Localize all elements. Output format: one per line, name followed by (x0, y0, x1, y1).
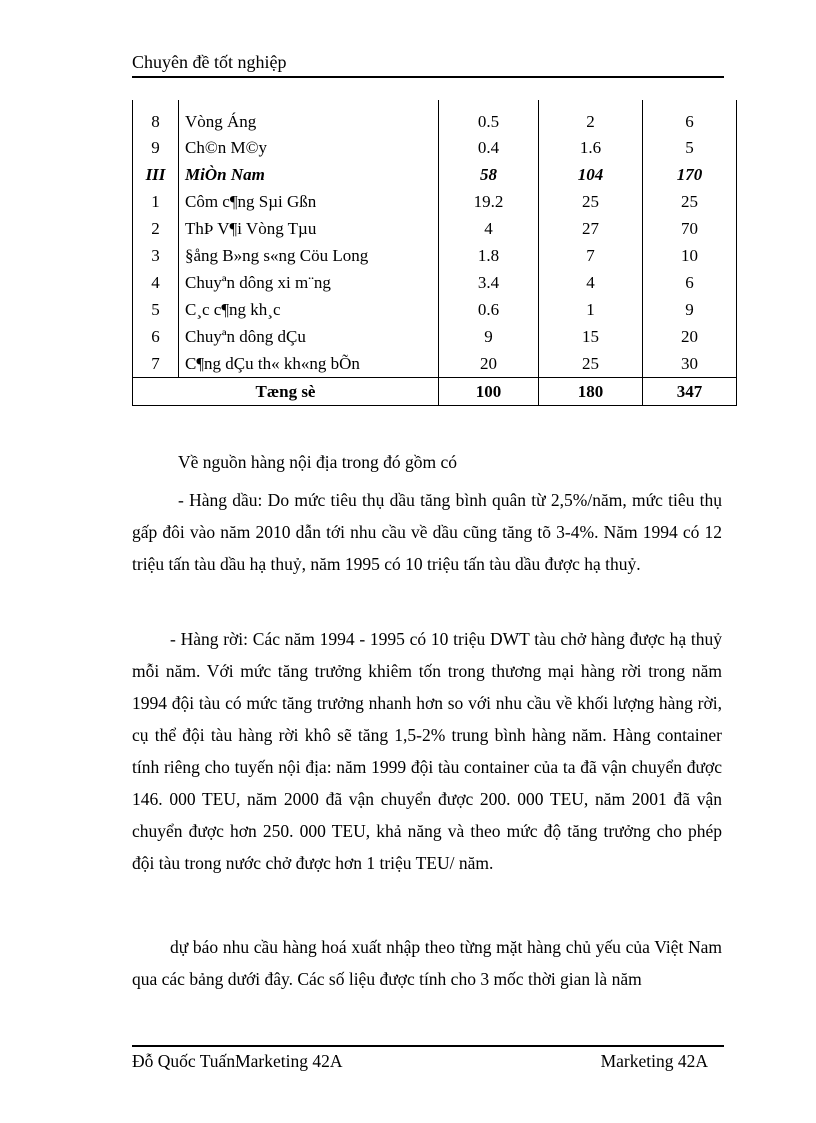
row-number: 5 (133, 296, 179, 323)
row-name: §ång B»ng s«ng Cöu Long (179, 242, 439, 269)
row-number: 3 (133, 242, 179, 269)
row-value-2: 104 (539, 161, 643, 188)
row-value-2: 27 (539, 215, 643, 242)
table-row (133, 296, 737, 323)
row-number: 1 (133, 188, 179, 215)
row-number: 8 (133, 100, 179, 134)
row-value-3: 10 (643, 242, 737, 269)
row-value-3: 9 (643, 296, 737, 323)
table-total-row (133, 378, 737, 406)
header-divider (132, 76, 724, 78)
row-value-3: 5 (643, 134, 737, 161)
row-value-2: 1 (539, 296, 643, 323)
row-value-3: 170 (643, 161, 737, 188)
footer-divider (132, 1045, 724, 1047)
row-name: Vòng Áng (179, 100, 439, 134)
row-number: 6 (133, 323, 179, 350)
row-number: 7 (133, 350, 179, 378)
row-value-2: 7 (539, 242, 643, 269)
row-value-3: 25 (643, 188, 737, 215)
row-value-2: 25 (539, 188, 643, 215)
row-value-3: 6 (643, 100, 737, 134)
row-number: 9 (133, 134, 179, 161)
row-number: 4 (133, 269, 179, 296)
total-value-3: 347 (643, 378, 737, 406)
body-paragraph-4: dự báo nhu cầu hàng hoá xuất nhập theo từng mặt hàng chủ yếu của Việt Nam qua các bảng dưới đây. Các số liệu được tính cho 3 mốc thời gian là năm (132, 937, 722, 989)
table-row (133, 350, 737, 378)
table-row (133, 242, 737, 269)
row-value-1: 1.8 (439, 242, 539, 269)
footer-course: Marketing 42A (600, 1051, 708, 1071)
row-value-2: 2 (539, 100, 643, 134)
page-header-title: Chuyên đề tốt nghiệp (132, 52, 287, 72)
table-row (133, 134, 737, 161)
row-value-3: 20 (643, 323, 737, 350)
total-value-2: 180 (539, 378, 643, 406)
row-number: 2 (133, 215, 179, 242)
body-paragraph-3: - Hàng rời: Các năm 1994 - 1995 có 10 triệu DWT tàu chở hàng được hạ thuỷ mỗi năm. Với mức tăng trưởng khiêm tốn trong thương mại hàng rời trong năm 1994 đội tàu có mức tăng trưởng nhanh hơn so với nhu cầu về khối lượng hàng rời, cụ thể đội tàu hàng rời khô sẽ tăng 1,5-2% trung bình hàng năm. Hàng container tính riêng cho tuyến nội địa: năm 1999 đội tàu container của ta đã vận chuyển được 146. 000 TEU, năm 2000 đã vận chuyển được 200. 000 TEU, năm 2001 đã vận chuyển được hơn 250. 000 TEU, khả năng và theo mức độ tăng trưởng cho phép đội tàu trong nước chở được hơn 1 triệu TEU/ năm. (132, 629, 722, 873)
body-paragraph-2: - Hàng dầu: Do mức tiêu thụ dầu tăng bình quân từ 2,5%/năm, mức tiêu thụ gấp đôi vào năm 2010 dẫn tới nhu cầu về dầu cũng tăng tõ 3-4%. Năm 1994 có 12 triệu tấn tàu dầu hạ thuỷ, năm 1995 có 10 triệu tấn tàu dầu được hạ thuỷ. (132, 490, 722, 574)
row-name: MiÒn Nam (179, 161, 439, 188)
total-value-1: 100 (439, 378, 539, 406)
row-value-1: 20 (439, 350, 539, 378)
row-name: C¶ng dÇu th« kh«ng bÕn (179, 350, 439, 378)
table-row (133, 188, 737, 215)
row-name: Côm c¶ng Sµi Gßn (179, 188, 439, 215)
row-name: Chuyªn dông xi m¨ng (179, 269, 439, 296)
row-value-2: 25 (539, 350, 643, 378)
row-number: III (133, 161, 179, 188)
row-value-1: 58 (439, 161, 539, 188)
row-value-2: 4 (539, 269, 643, 296)
table-row (133, 269, 737, 296)
row-value-1: 0.4 (439, 134, 539, 161)
table-row (133, 100, 737, 134)
row-value-3: 6 (643, 269, 737, 296)
row-name: C¸c c¶ng kh¸c (179, 296, 439, 323)
row-value-3: 30 (643, 350, 737, 378)
row-value-1: 9 (439, 323, 539, 350)
row-value-2: 15 (539, 323, 643, 350)
row-value-1: 0.6 (439, 296, 539, 323)
body-paragraph-1: Về nguồn hàng nội địa trong đó gồm có (178, 452, 457, 472)
row-name: Chuyªn dông dÇu (179, 323, 439, 350)
row-value-1: 3.4 (439, 269, 539, 296)
table-row (133, 323, 737, 350)
row-value-1: 0.5 (439, 100, 539, 134)
row-name: ThÞ V¶i Vòng Tµu (179, 215, 439, 242)
table-row (133, 215, 737, 242)
table-row-region (133, 161, 737, 188)
footer-author: Đỗ Quốc TuấnMarketing 42A (132, 1051, 343, 1071)
row-name: Ch©n M©y (179, 134, 439, 161)
row-value-3: 70 (643, 215, 737, 242)
row-value-2: 1.6 (539, 134, 643, 161)
port-capacity-table (132, 100, 737, 406)
total-label: Tæng sè (133, 378, 439, 406)
row-value-1: 19.2 (439, 188, 539, 215)
row-value-1: 4 (439, 215, 539, 242)
